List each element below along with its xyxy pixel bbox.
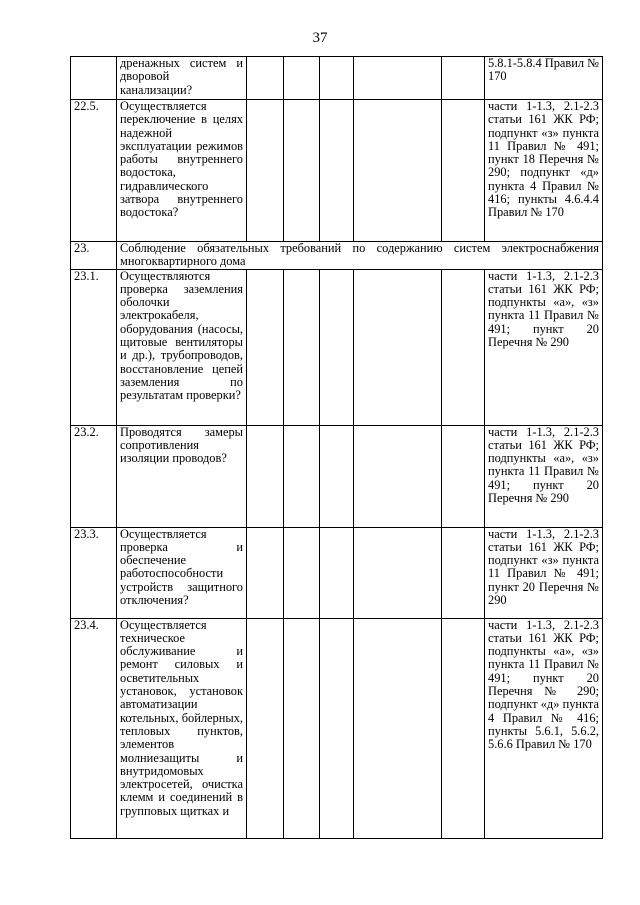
item-number: 23.1. (71, 269, 117, 425)
question-text: Осуществляется техническое обслуживание и ремонт силовых и осветительных установок, установок автоматизации котельных, бойлерных, тепловых пунктов, элементов молниезащиты и внутридомовых электросетей, очистка клемм и соединений в групповых щитках и (117, 618, 247, 838)
checklist-table (70, 56, 603, 839)
answer-yes-cell (247, 425, 284, 527)
answer-no-cell (284, 57, 320, 100)
question-text: Осуществляется проверка и обеспечение работоспособности устройств защитного отключения? (117, 527, 247, 618)
answer-no-cell (284, 269, 320, 425)
legal-reference: 5.8.1-5.8.4 Правил № 170 (485, 57, 603, 100)
table-row (71, 57, 603, 100)
legal-reference: части 1-1.3, 2.1-2.3 статьи 161 ЖК РФ; подпункты «а», «з» пункта 11 Правил № 491; пункт 20 Перечня № 290 (485, 269, 603, 425)
table-row (71, 425, 603, 527)
answer-yes-cell (247, 100, 284, 242)
table-row (71, 100, 603, 242)
section-number: 23. (71, 242, 117, 270)
checklist-table-body (71, 57, 603, 839)
legal-reference: части 1-1.3, 2.1-2.3 статьи 161 ЖК РФ; подпункт «з» пункта 11 Правил № 491; пункт 20 Перечня № 290 (485, 527, 603, 618)
question-text: дренажных систем и дворовой канализации? (117, 57, 247, 100)
legal-reference: части 1-1.3, 2.1-2.3 статьи 161 ЖК РФ; подпункт «з» пункта 11 Правил № 491; пункт 18 Перечня № 290; подпункт «д» пункта 4 Правил № 416; пункты 4.6.4.4 Правил № 170 (485, 100, 603, 242)
answer-not-applicable-cell (320, 425, 354, 527)
answer-yes-cell (247, 269, 284, 425)
page-number: 37 (312, 30, 328, 46)
answer-yes-cell (247, 57, 284, 100)
answer-not-applicable-cell (320, 618, 354, 838)
section-header-row (71, 242, 603, 270)
answer-not-applicable-cell (320, 57, 354, 100)
answer-not-applicable-cell (320, 269, 354, 425)
table-row (71, 527, 603, 618)
note-cell (442, 527, 485, 618)
note-cell (442, 425, 485, 527)
answer-no-cell (284, 100, 320, 242)
question-text: Проводятся замеры сопротивления изоляции проводов? (117, 425, 247, 527)
answer-not-applicable-cell (320, 100, 354, 242)
section-title: Соблюдение обязательных требований по содержанию систем электроснабжения многоквартирного дома (117, 242, 603, 270)
item-number: 22.5. (71, 100, 117, 242)
item-number: 23.4. (71, 618, 117, 838)
question-text: Осуществляются проверка заземления оболочки электрокабеля, оборудования (насосы, щитовые вентиляторы и др.), трубопроводов, восстановление цепей заземления по результатам проверки? (117, 269, 247, 425)
question-text: Осуществляется переключение в целях надежной эксплуатации режимов работы внутреннего водостока, гидравлического затвора внутреннего водостока? (117, 100, 247, 242)
item-number: 23.3. (71, 527, 117, 618)
note-cell (442, 100, 485, 242)
item-number (71, 57, 117, 100)
answer-no-cell (284, 425, 320, 527)
answer-no-cell (284, 527, 320, 618)
comment-cell (354, 100, 442, 242)
comment-cell (354, 527, 442, 618)
answer-yes-cell (247, 527, 284, 618)
answer-not-applicable-cell (320, 527, 354, 618)
legal-reference: части 1-1.3, 2.1-2.3 статьи 161 ЖК РФ; подпункты «а», «з» пункта 11 Правил № 491; пункт 20 Перечня № 290; подпункт «д» пункта 4 Правил № 416; пункты 5.6.1, 5.6.2, 5.6.6 Правил № 170 (485, 618, 603, 838)
legal-reference: части 1-1.3, 2.1-2.3 статьи 161 ЖК РФ; подпункты «а», «з» пункта 11 Правил № 491; пункт 20 Перечня № 290 (485, 425, 603, 527)
comment-cell (354, 269, 442, 425)
comment-cell (354, 57, 442, 100)
comment-cell (354, 618, 442, 838)
answer-no-cell (284, 618, 320, 838)
answer-yes-cell (247, 618, 284, 838)
note-cell (442, 618, 485, 838)
comment-cell (354, 425, 442, 527)
table-row (71, 618, 603, 838)
item-number: 23.2. (71, 425, 117, 527)
note-cell (442, 57, 485, 100)
table-row (71, 269, 603, 425)
note-cell (442, 269, 485, 425)
